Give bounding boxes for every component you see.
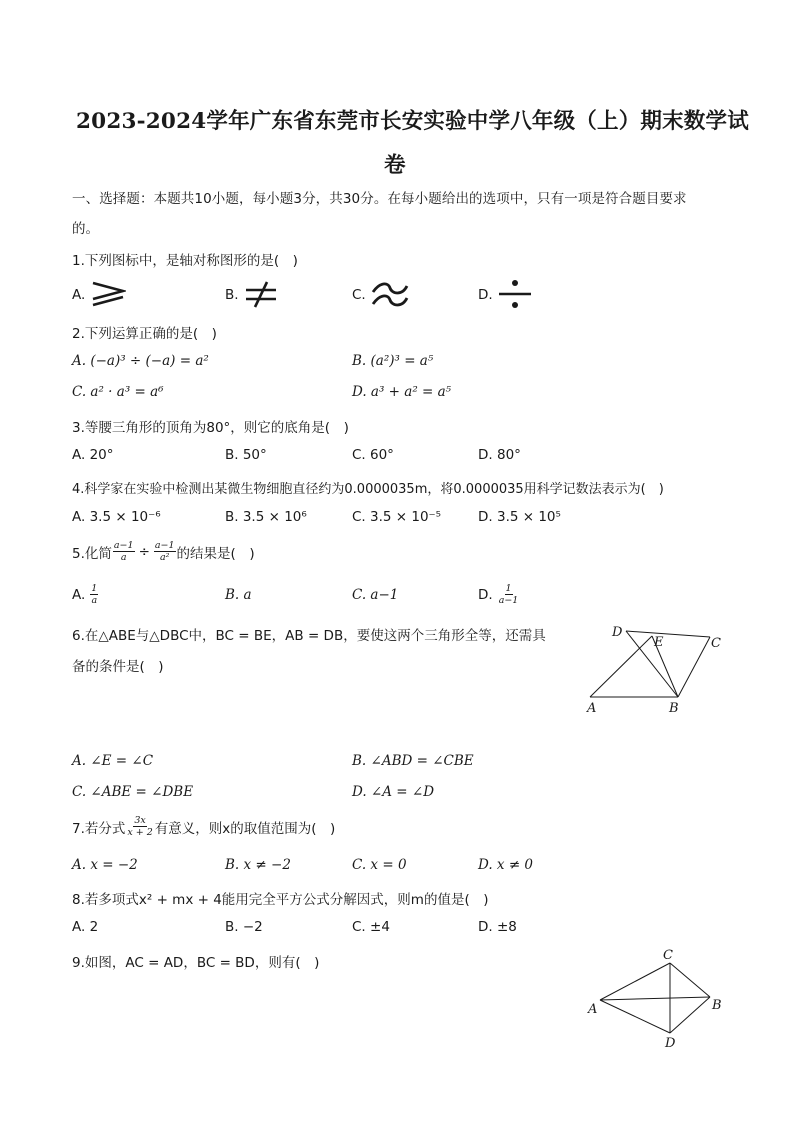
q5-option-c: C. a−1 bbox=[352, 587, 399, 603]
q5-fraction-1 bbox=[113, 540, 135, 563]
segment-CB bbox=[670, 963, 710, 997]
question-9-stem: 9.如图，AC = AD，BC = BD，则有( ) bbox=[72, 955, 320, 971]
q5-f1-denominator: a bbox=[120, 552, 127, 563]
q7-stem-pre: 7.若分式 bbox=[72, 820, 126, 837]
q5-option-b: B. a bbox=[225, 587, 252, 603]
q5-a-numerator: 1 bbox=[91, 583, 98, 594]
q5-stem-post: 的结果是( ) bbox=[176, 545, 255, 562]
q1-option-b-label: B. bbox=[225, 287, 239, 303]
page-title-line1: 2023-2024学年广东省东莞市长安实验中学八年级（上）期末数学试 bbox=[76, 109, 749, 134]
q5-option-d bbox=[478, 583, 520, 606]
question-2-stem: 2.下列运算正确的是( ) bbox=[72, 326, 217, 342]
q4-option-c: C. 3.5 × 10⁻⁵ bbox=[352, 509, 442, 525]
q9-label-B: B bbox=[712, 998, 722, 1013]
q6-option-c: C. ∠ABE = ∠DBE bbox=[72, 784, 194, 800]
q3-option-d: D. 80° bbox=[478, 447, 521, 463]
divide-icon bbox=[496, 278, 534, 310]
q3-option-c: C. 60° bbox=[352, 447, 394, 463]
q1-option-c-label: C. bbox=[352, 287, 366, 303]
q5-stem-pre: 5.化简 bbox=[72, 545, 112, 562]
q8-option-c: C. ±4 bbox=[352, 919, 390, 935]
q6-option-b: B. ∠ABD = ∠CBE bbox=[352, 753, 474, 769]
approx-icon bbox=[370, 280, 410, 310]
segment-DC bbox=[626, 631, 710, 637]
q1-option-d-label: D. bbox=[478, 287, 493, 303]
q9-kite-figure bbox=[584, 945, 728, 1053]
greater-equal-icon bbox=[90, 280, 126, 308]
q6-option-a: A. ∠E = ∠C bbox=[72, 753, 154, 769]
q3-option-b: B. 50° bbox=[225, 447, 267, 463]
question-8-stem: 8.若多项式x² + mx + 4能用完全平方公式分解因式，则m的值是( ) bbox=[72, 892, 489, 908]
question-7-stem bbox=[72, 815, 335, 838]
q6-label-A: A bbox=[587, 701, 597, 716]
question-5-stem bbox=[72, 540, 255, 563]
q6-label-C: C bbox=[711, 636, 721, 651]
question-4-stem: 4.科学家在实验中检测出某微生物细胞直径约为0.0000035m，将0.0000035用科学记数法表示为( ) bbox=[72, 482, 664, 497]
q5-f1-numerator: a−1 bbox=[113, 540, 134, 551]
segment-CB bbox=[678, 637, 710, 697]
q5-f2-numerator: a−1 bbox=[154, 540, 175, 551]
q5-operator: ÷ bbox=[138, 543, 150, 560]
q6-label-E: E bbox=[654, 635, 664, 650]
q5-f2-denominator: a² bbox=[159, 552, 170, 563]
q8-option-d: D. ±8 bbox=[478, 919, 517, 935]
q8-option-b: B. −2 bbox=[225, 919, 263, 935]
segment-AB bbox=[600, 997, 710, 1000]
q6-label-B: B bbox=[669, 701, 679, 716]
q1-option-a-label: A. bbox=[72, 287, 86, 303]
q7-denominator: x + 2 bbox=[127, 827, 153, 838]
q9-label-D: D bbox=[665, 1036, 676, 1051]
q2-option-c: C. a² · a³ = a⁶ bbox=[72, 384, 164, 400]
segment-AC bbox=[600, 963, 670, 1000]
q4-option-b: B. 3.5 × 10⁶ bbox=[225, 509, 307, 525]
q2-option-d: D. a³ + a² = a⁵ bbox=[352, 384, 452, 400]
q9-label-C: C bbox=[663, 948, 673, 963]
section-heading-cont: 的。 bbox=[72, 221, 99, 237]
q9-label-A: A bbox=[588, 1002, 598, 1017]
q5-option-a-label: A. bbox=[72, 586, 86, 603]
question-1-stem: 1.下列图标中，是轴对称图形的是( ) bbox=[72, 253, 298, 269]
q6-option-d: D. ∠A = ∠D bbox=[352, 784, 435, 800]
q5-a-denominator: a bbox=[91, 595, 98, 606]
not-equal-icon bbox=[243, 280, 279, 308]
question-3-stem: 3.等腰三角形的顶角为80°，则它的底角是( ) bbox=[72, 420, 349, 436]
segment-AE bbox=[590, 636, 652, 697]
q5-option-a-fraction bbox=[90, 583, 98, 606]
q5-fraction-2 bbox=[154, 540, 176, 563]
q6-triangle-figure bbox=[582, 622, 732, 717]
q4-option-d: D. 3.5 × 10⁵ bbox=[478, 509, 561, 525]
question-6-stem-cont: 备的条件是( ) bbox=[72, 659, 164, 675]
q7-option-b: B. x ≠ −2 bbox=[225, 857, 291, 873]
q7-numerator: 3x bbox=[134, 815, 146, 826]
q3-option-a: A. 20° bbox=[72, 447, 114, 463]
segment-DA bbox=[600, 1000, 670, 1033]
q7-fraction bbox=[126, 815, 153, 838]
page-title-line2: 卷 bbox=[384, 153, 406, 178]
q7-stem-post: 有意义，则x的取值范围为( ) bbox=[154, 820, 336, 837]
q7-option-d: D. x ≠ 0 bbox=[478, 857, 534, 873]
q5-option-d-label: D. bbox=[478, 586, 493, 603]
q2-option-a: A. (−a)³ ÷ (−a) = a² bbox=[72, 353, 209, 369]
segment-BD bbox=[670, 997, 710, 1033]
question-6-stem: 6.在△ABE与△DBC中，BC = BE，AB = DB，要使这两个三角形全等，还需具 bbox=[72, 628, 546, 644]
q5-d-denominator: a−1 bbox=[498, 595, 519, 606]
q7-option-a: A. x = −2 bbox=[72, 857, 138, 873]
q7-option-c: C. x = 0 bbox=[352, 857, 407, 873]
section-heading: 一、选择题：本题共10小题，每小题3分，共30分。在每小题给出的选项中，只有一项是符合题目要求 bbox=[72, 191, 687, 207]
q4-option-a: A. 3.5 × 10⁻⁶ bbox=[72, 509, 161, 525]
q8-option-a: A. 2 bbox=[72, 919, 99, 935]
segment-DB bbox=[626, 631, 678, 697]
q6-label-D: D bbox=[612, 625, 623, 640]
q2-option-b: B. (a²)³ = a⁵ bbox=[352, 353, 434, 369]
q5-option-d-fraction bbox=[498, 583, 520, 606]
q5-d-numerator: 1 bbox=[505, 583, 512, 594]
q5-option-a bbox=[72, 583, 99, 606]
